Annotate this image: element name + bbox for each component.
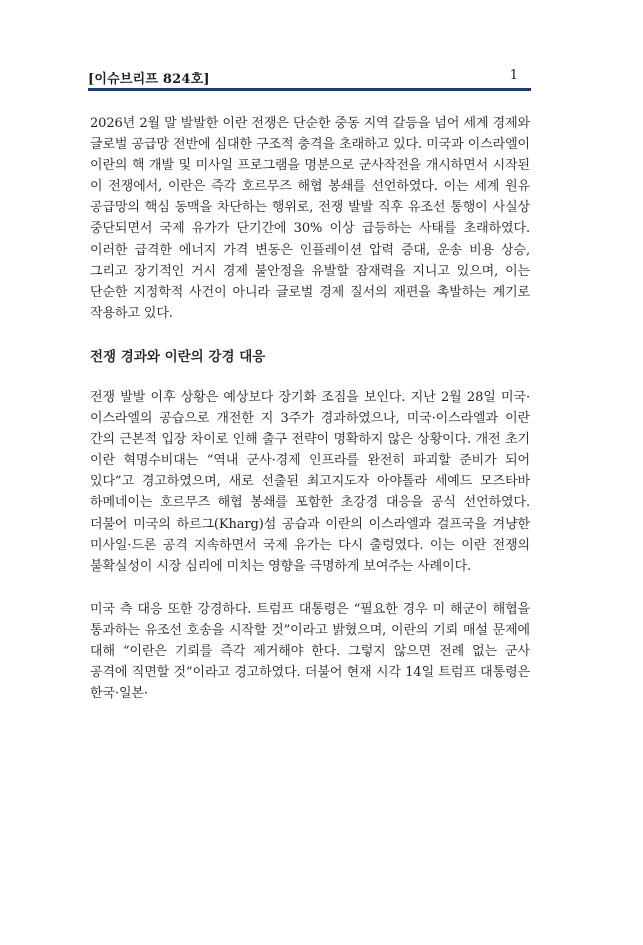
body-paragraph: 전쟁 발발 이후 상황은 예상보다 장기화 조짐을 보인다. 지난 2월 28일 미국·이스라엘의 공습으로 개전한 지 3주가 경과하였으나, 미국·이스라엘과 이란 간의 근본적 입장 차이로 인해 출구 전략이 명확하지 않은 상황이다. 개전 초기 이란 혁명수비대는 “역내 군사·경제 인프라를 완전히 파괴할 준비가 되어 있다”고 경고하였으며, 새로 선출된 최고지도자 아야톨라 세예드 모즈타바 하메네이는 호르무즈 해협 봉쇄를 포함한 초강경 대응을 공식 선언하였다. 더불어 미국의 하르그(Kharg)섬 공습과 이란의 이스라엘과 걸프국을 겨냥한 미사일·드론 공격 지속하면서 국제 유가는 다시 출렁였다. 이는 이란 전쟁의 불확실성이 시장 심리에 미치는 영향을 극명하게 보여주는 사례이다.	[90, 389, 530, 574]
page-header	[88, 68, 524, 90]
header-rule	[88, 88, 531, 91]
page-number: 1	[509, 68, 518, 83]
document-body	[90, 113, 530, 704]
issue-brief-title: [이슈브리프 824호]	[88, 72, 210, 87]
body-paragraph: 미국 측 대응 또한 강경하다. 트럼프 대통령은 “필요한 경우 미 해군이 해협을 통과하는 유조선 호송을 시작할 것”이라고 밝혔으며, 이란의 기뢰 매설 문제에 대해 “이란은 기뢰를 즉각 제거해야 한다. 그렇지 않으면 전례 없는 군사 공격에 직면할 것”이라고 경고하였다. 더불어 현재 시각 14일 트럼프 대통령은 한국·일본·	[90, 601, 530, 702]
section-heading: 전쟁 경과와 이란의 강경 대응	[90, 348, 266, 365]
intro-paragraph: 2026년 2월 말 발발한 이란 전쟁은 단순한 중동 지역 갈등을 넘어 세계 경제와 글로벌 공급망 전반에 심대한 구조적 충격을 초래하고 있다. 미국과 이스라엘이 이란의 핵 개발 및 미사일 프로그램을 명분으로 군사작전을 개시하면서 시작된 이 전쟁에서, 이란은 즉각 호르무즈 해협 봉쇄를 선언하였다. 이는 세계 원유 공급망의 핵심 동맥을 차단하는 행위로, 전쟁 발발 직후 유조선 통행이 사실상 중단되면서 국제 유가가 단기간에 30% 이상 급등하는 사태를 초래하였다. 이러한 급격한 에너지 가격 변동은 인플레이션 압력 증대, 운송 비용 상승, 그리고 장기적인 거시 경제 불안정을 유발할 잠재력을 지니고 있으며, 이는 단순한 지정학적 사건이 아니라 글로벌 경제 질서의 재편을 촉발하는 계기로 작용하고 있다.	[90, 116, 530, 321]
